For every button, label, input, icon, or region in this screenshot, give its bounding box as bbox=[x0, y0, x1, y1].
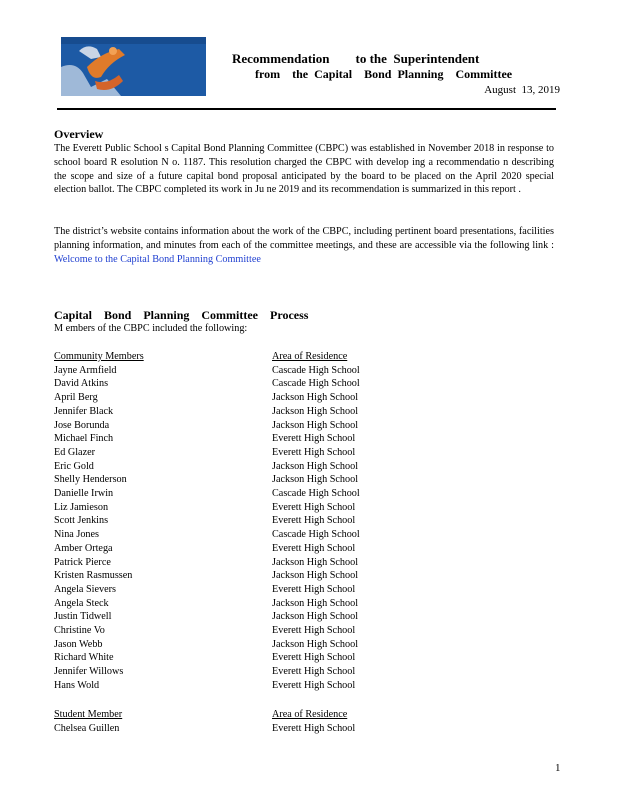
member-area: Jackson High School bbox=[272, 570, 359, 582]
member-name: Eric Gold bbox=[54, 460, 94, 472]
overview-paragraph bbox=[54, 142, 554, 197]
member-name: Jennifer Black bbox=[54, 405, 114, 417]
member-name: Liz Jamieson bbox=[54, 501, 109, 513]
community-member-row bbox=[54, 679, 360, 693]
community-member-row bbox=[54, 391, 360, 405]
member-area: Cascade High School bbox=[272, 529, 360, 541]
member-area: Jackson High School bbox=[272, 597, 359, 609]
member-name: Jennifer Willows bbox=[54, 666, 124, 678]
community-member-row bbox=[54, 638, 360, 652]
member-name: Kristen Rasmussen bbox=[54, 570, 133, 582]
report-date: August 13, 2019 bbox=[484, 84, 560, 96]
member-name: Hans Wold bbox=[54, 679, 100, 691]
member-area: Jackson High School bbox=[272, 460, 359, 472]
report-subtitle: from the Capital Bond Planning Committee bbox=[255, 67, 513, 81]
member-area: Jackson High School bbox=[272, 638, 359, 650]
member-area: Everett High School bbox=[272, 625, 356, 637]
cbpc-website-link[interactable]: Welcome to the Capital Bond Planning Committee bbox=[54, 253, 261, 265]
member-area: Jackson High School bbox=[272, 392, 359, 404]
community-area-header: Area of Residence bbox=[272, 351, 348, 362]
member-name: Jayne Armfield bbox=[54, 364, 117, 376]
student-member-row bbox=[54, 722, 355, 736]
community-member-row bbox=[54, 665, 360, 679]
community-members-table bbox=[54, 350, 360, 693]
community-member-row bbox=[54, 446, 360, 460]
process-intro: M embers of the CBPC included the following: bbox=[54, 323, 248, 334]
student-name-header: Student Member bbox=[54, 709, 123, 720]
community-name-header: Community Members bbox=[54, 351, 144, 362]
member-area: Jackson High School bbox=[272, 556, 359, 568]
member-name: Justin Tidwell bbox=[54, 611, 112, 623]
member-name: Michael Finch bbox=[54, 433, 114, 445]
member-area: Jackson High School bbox=[272, 419, 359, 431]
member-area: Everett High School bbox=[272, 446, 356, 458]
member-name: Jose Borunda bbox=[54, 419, 110, 431]
overview-heading: Overview bbox=[54, 127, 104, 141]
member-name: Angela Sievers bbox=[54, 583, 116, 595]
community-member-row bbox=[54, 377, 360, 391]
community-member-row bbox=[54, 597, 360, 611]
community-member-row bbox=[54, 528, 360, 542]
member-area: Everett High School bbox=[272, 652, 356, 664]
member-area: Everett High School bbox=[272, 666, 356, 678]
header-divider bbox=[57, 108, 556, 110]
member-area: Everett High School bbox=[272, 542, 356, 554]
member-name: David Atkins bbox=[54, 378, 109, 390]
member-area: Everett High School bbox=[272, 433, 356, 445]
member-name: Danielle Irwin bbox=[54, 488, 114, 500]
community-member-row bbox=[54, 419, 360, 433]
website-paragraph bbox=[54, 225, 554, 266]
community-member-row bbox=[54, 542, 360, 556]
community-member-row bbox=[54, 651, 360, 665]
member-name: Chelsea Guillen bbox=[54, 722, 120, 734]
member-area: Jackson High School bbox=[272, 405, 359, 417]
community-member-row bbox=[54, 514, 360, 528]
member-name: Richard White bbox=[54, 652, 114, 664]
page-number: 1 bbox=[555, 762, 561, 774]
member-name: Christine Vo bbox=[54, 625, 105, 637]
community-member-row bbox=[54, 473, 360, 487]
member-name: Jason Webb bbox=[54, 638, 103, 650]
member-area: Cascade High School bbox=[272, 378, 360, 390]
member-name: Amber Ortega bbox=[54, 542, 113, 554]
member-name: April Berg bbox=[54, 392, 98, 404]
district-logo bbox=[61, 37, 206, 96]
community-member-row bbox=[54, 583, 360, 597]
student-area-header: Area of Residence bbox=[272, 709, 348, 720]
member-area: Everett High School bbox=[272, 583, 356, 595]
community-member-row bbox=[54, 432, 360, 446]
member-area: Everett High School bbox=[272, 679, 356, 691]
student-header-row bbox=[54, 708, 355, 722]
community-member-row bbox=[54, 624, 360, 638]
member-name: Scott Jenkins bbox=[54, 515, 109, 527]
member-name: Patrick Pierce bbox=[54, 556, 111, 568]
community-member-row bbox=[54, 364, 360, 378]
member-name: Nina Jones bbox=[54, 529, 99, 541]
process-heading: Capital Bond Planning Committee Process bbox=[54, 308, 309, 322]
member-area: Everett High School bbox=[272, 722, 356, 734]
member-name: Shelly Henderson bbox=[54, 474, 127, 486]
member-area: Everett High School bbox=[272, 515, 356, 527]
community-member-row bbox=[54, 460, 360, 474]
community-member-row bbox=[54, 610, 360, 624]
overview-text: The Everett Public School s Capital Bond Planning Committee (CBPC) was established in November 2018 in response to school board R esolution N o. 1187. This resolution charged the CBPC with develop ing a recommendatio n describing the scope and size of a future capital bond proposal anticipated by the board to be placed on the April 2020 special election ballot. The CBPC completed its work in Ju ne 2019 and its recommendation is summarized in this report . bbox=[54, 143, 554, 196]
website-text-body: The district’s website contains information about the work of the CBPC, including pertinent board presentations, facilities planning information, and minutes from each of the committee meetings, and these are accessible via the following link : bbox=[54, 226, 554, 251]
member-area: Jackson High School bbox=[272, 611, 359, 623]
community-member-row bbox=[54, 569, 360, 583]
member-area: Everett High School bbox=[272, 501, 356, 513]
community-member-row bbox=[54, 556, 360, 570]
community-member-row bbox=[54, 405, 360, 419]
member-area: Cascade High School bbox=[272, 488, 360, 500]
community-member-row bbox=[54, 501, 360, 515]
member-name: Ed Glazer bbox=[54, 446, 96, 458]
member-name: Angela Steck bbox=[54, 597, 109, 609]
member-area: Cascade High School bbox=[272, 364, 360, 376]
website-text bbox=[54, 225, 554, 266]
report-title: Recommendation to the Superintendent bbox=[232, 51, 480, 66]
community-header-row bbox=[54, 350, 360, 364]
member-area: Jackson High School bbox=[272, 474, 359, 486]
student-member-table bbox=[54, 708, 355, 735]
community-member-row bbox=[54, 487, 360, 501]
